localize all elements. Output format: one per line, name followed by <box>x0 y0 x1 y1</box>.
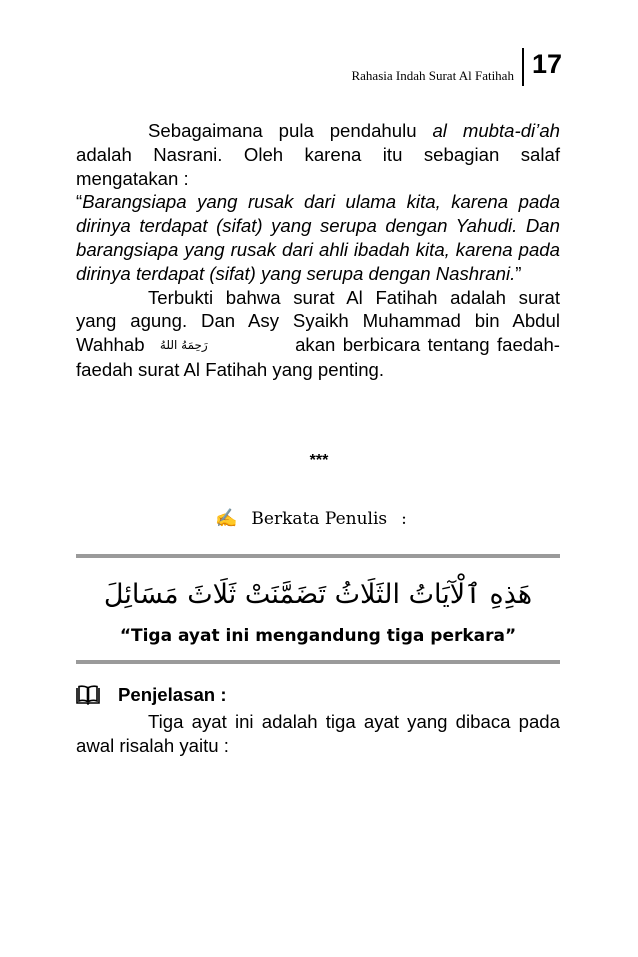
paragraph-2-text-a: Terbukti bahwa surat Al Fatihah adalah surat yang agung. Dan Asy Syaikh Muhammad bin Abdul Wahhab <box>76 286 560 356</box>
paragraph-1-term: al mubta-di’ah <box>432 120 560 141</box>
body-text <box>76 119 560 382</box>
quote-open-mark: “ <box>76 191 83 213</box>
explanation-body <box>76 710 560 758</box>
open-book-icon <box>76 685 100 705</box>
section-separator: *** <box>309 452 329 469</box>
rahimahullah-seal: رَحِمَهُ اللهُ <box>159 338 208 353</box>
page-number: 17 <box>522 48 562 86</box>
section-colon: : <box>401 508 407 529</box>
explanation-paragraph: Tiga ayat ini adalah tiga ayat yang dibaca pada awal risalah yaitu : <box>76 711 560 756</box>
paragraph-2 <box>76 286 560 382</box>
page-header <box>351 48 562 86</box>
writing-hand-icon: ✍ <box>215 508 238 529</box>
quote <box>76 190 560 285</box>
divider-top <box>76 554 560 558</box>
paragraph-1 <box>76 119 560 190</box>
paragraph-1-text-b: adalah Nasrani. Oleh karena itu sebagian salaf mengatakan : <box>76 143 560 189</box>
quote-text: Barangsiapa yang rusak dari ulama kita, karena pada dirinya terdapat (sifat) yang serupa dengan Yahudi. Dan barangsiapa yang rusak dari ahli ibadah kita, karena pada dirinya terdapat (sifat) yang serupa dengan Nashrani. <box>76 191 560 284</box>
explanation-heading <box>76 684 227 706</box>
quote-close-mark: ” <box>515 262 522 284</box>
paragraph-1-text-a: Sebagaimana pula pendahulu <box>148 120 433 141</box>
running-title: Rahasia Indah Surat Al Fatihah <box>351 68 514 83</box>
arabic-text: هَذِهِ ٱلْآيَاتُ الثَلَاثُ تَضَمَّنَتْ ثَلَاثَ مَسَائِلَ <box>103 579 533 610</box>
translation-text: “Tiga ayat ini mengandung tiga perkara” <box>119 626 517 646</box>
paragraph-2-text-b: akan berbicara tentang faedah-faedah surat Al Fatihah yang penting. <box>76 334 561 380</box>
section-title: Berkata Penulis <box>251 508 388 529</box>
divider-bottom <box>76 660 560 664</box>
explanation-title: Penjelasan : <box>118 684 227 705</box>
section-heading <box>215 508 407 529</box>
